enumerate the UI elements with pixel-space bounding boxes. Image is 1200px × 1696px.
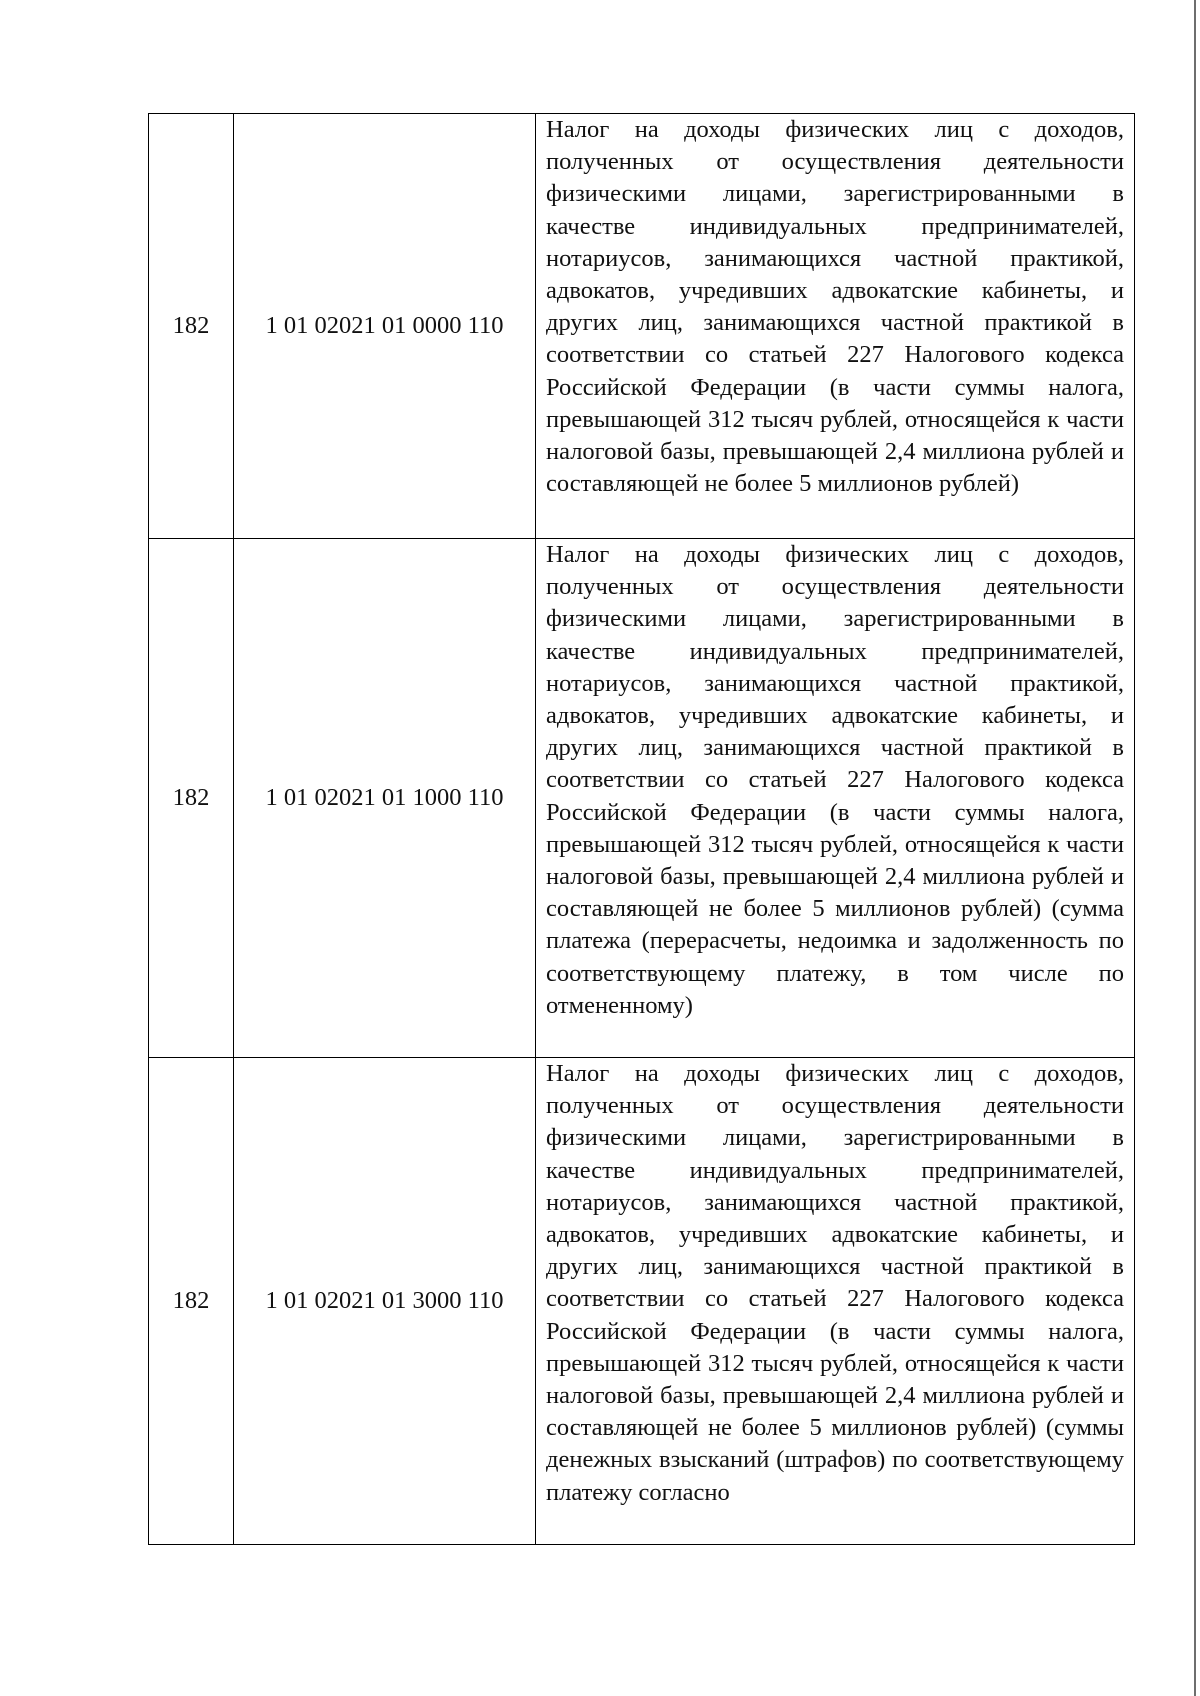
admin-code-cell: 182: [149, 114, 234, 539]
budget-classification-table: [148, 113, 1135, 1545]
revenue-name-text: Налог на доходы физических лиц с доходов, полученных от осуществления деятельности физическими лицами, зарегистрированными в качестве индивидуальных предпринимателей, нотариусов, занимающихся частной практикой, адвокатов, учредивших адвокатские кабинеты, и других лиц, занимающихся частной практикой в соответствии со статьей 227 Налогового кодекса Российской Федерации (в части суммы налога, превышающей 312 тысяч рублей, относящейся к части налоговой базы, превышающей 2,4 миллиона рублей и составляющей не более 5 миллионов рублей): [546, 116, 1124, 498]
table-row: [149, 1058, 1135, 1545]
kbk-code-cell: 1 01 02021 01 0000 110: [234, 114, 536, 539]
kbk-code-cell: 1 01 02021 01 1000 110: [234, 539, 536, 1058]
admin-code-cell: 182: [149, 539, 234, 1058]
revenue-name-cell: [536, 114, 1135, 539]
revenue-name-text: Налог на доходы физических лиц с доходов, полученных от осуществления деятельности физическими лицами, зарегистрированными в качестве индивидуальных предпринимателей, нотариусов, занимающихся частной практикой, адвокатов, учредивших адвокатские кабинеты, и других лиц, занимающихся частной практикой в соответствии со статьей 227 Налогового кодекса Российской Федерации (в части суммы налога, превышающей 312 тысяч рублей, относящейся к части налоговой базы, превышающей 2,4 миллиона рублей и составляющей не более 5 миллионов рублей) (суммы денежных взысканий (штрафов) по соответствующему платежу согласно: [546, 1060, 1124, 1506]
revenue-name-cell: [536, 1058, 1135, 1545]
revenue-name-cell: [536, 539, 1135, 1058]
table-row: [149, 114, 1135, 539]
revenue-name-text: Налог на доходы физических лиц с доходов, полученных от осуществления деятельности физическими лицами, зарегистрированными в качестве индивидуальных предпринимателей, нотариусов, занимающихся частной практикой, адвокатов, учредивших адвокатские кабинеты, и других лиц, занимающихся частной практикой в соответствии со статьей 227 Налогового кодекса Российской Федерации (в части суммы налога, превышающей 312 тысяч рублей, относящейся к части налоговой базы, превышающей 2,4 миллиона рублей и составляющей не более 5 миллионов рублей) (сумма платежа (перерасчеты, недоимка и задолженность по соответствующему платежу, в том числе по отмененному): [546, 541, 1124, 1019]
table-row: [149, 539, 1135, 1058]
kbk-code-cell: 1 01 02021 01 3000 110: [234, 1058, 536, 1545]
admin-code-cell: 182: [149, 1058, 234, 1545]
page-edge-line: [1194, 0, 1196, 1696]
